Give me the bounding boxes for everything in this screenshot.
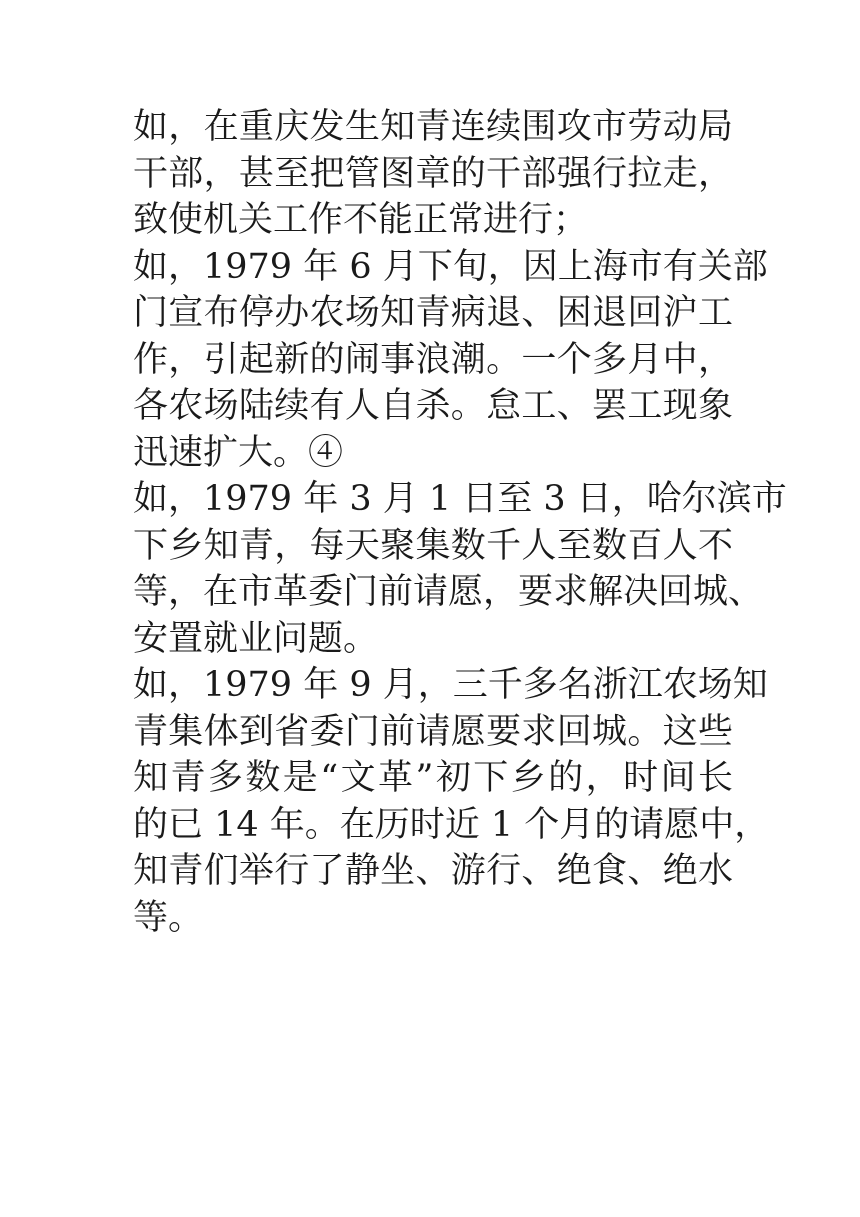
text-line: 迅速扩大。④: [133, 432, 344, 473]
text-line: 等。: [133, 897, 204, 938]
text-line: 知青们举行了静坐、游行、绝食、绝水: [133, 851, 733, 891]
paragraph-shanghai: [133, 244, 768, 477]
paragraph-zhejiang: [133, 662, 770, 941]
text-line: 干部，甚至把管图章的干部强行拉走，: [133, 153, 733, 194]
text-line: 如，1979 年 9 月，三千多名浙江农场知: [133, 665, 768, 705]
paragraph-harbin: [133, 476, 787, 662]
text-line: 各农场陆续有人自杀。怠工、罢工现象: [133, 386, 733, 426]
paragraph-chongqing: [133, 104, 733, 244]
text-line: 作，引起新的闹事浪潮。一个多月中，: [133, 339, 733, 380]
text-line: 门宣布停办农场知青病退、困退回沪工: [133, 293, 733, 333]
text-line: 安置就业问题。: [133, 618, 379, 659]
text-line: 致使机关工作不能正常进行；: [133, 200, 589, 240]
text-line: 如，在重庆发生知青连续围攻市劳动局: [133, 107, 733, 147]
text-line: 如，1979 年 6 月下旬，因上海市有关部: [133, 246, 768, 287]
text-line: 下乡知青，每天聚集数千人至数百人不: [133, 525, 733, 566]
text-line: 的已 14 年。在历时近 1 个月的请愿中，: [133, 804, 770, 845]
text-line: 青集体到省委门前请愿要求回城。这些: [133, 711, 733, 752]
text-line: 如，1979 年 3 月 1 日至 3 日，哈尔滨市: [133, 479, 787, 519]
body-text: [133, 104, 787, 941]
text-line: 等，在市革委门前请愿，要求解决回城、: [133, 572, 764, 612]
text-line: 知青多数是“文革”初下乡的，时间长: [133, 758, 733, 798]
